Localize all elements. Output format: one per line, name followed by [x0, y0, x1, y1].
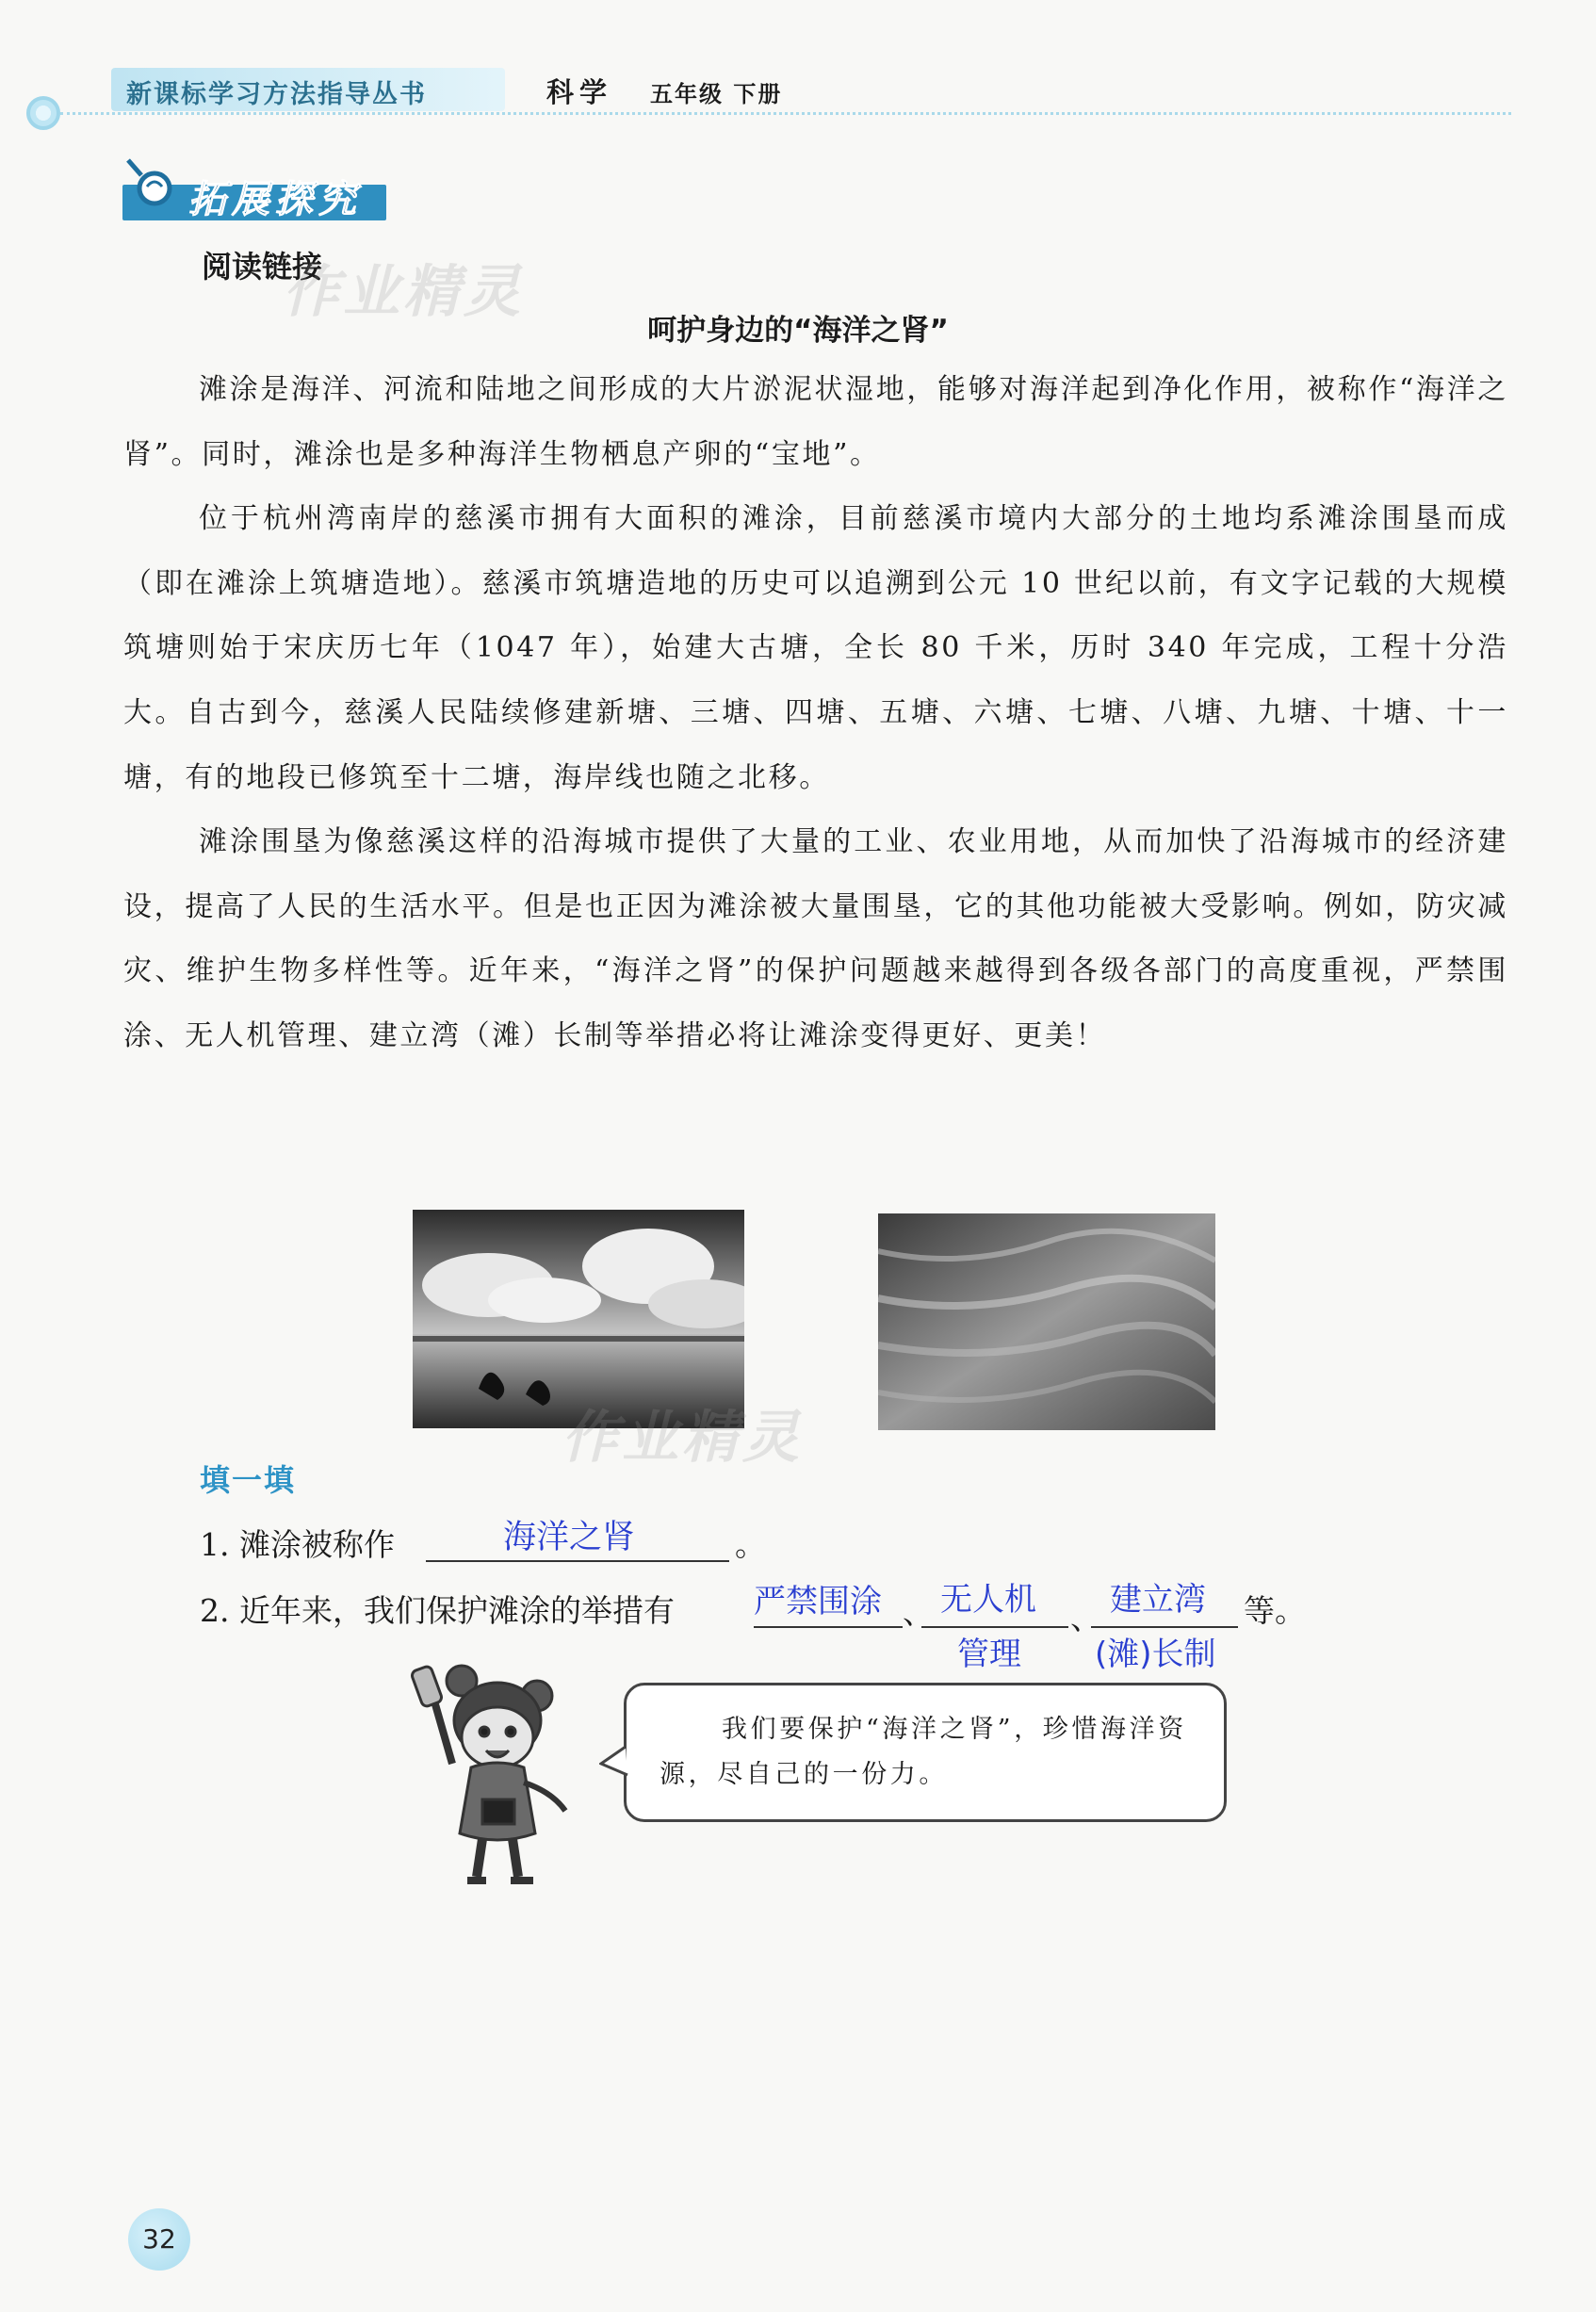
article-paragraph: 位于杭州湾南岸的慈溪市拥有大面积的滩涂，目前慈溪市境内大部分的土地均系滩涂围垦而成（即在滩涂上筑塘造地）。慈溪市筑塘造地的历史可以追溯到公元 10 世纪以前，有文字记载的大规模筑塘则始于宋庆历七年（1047 年），始建大古塘，全长 80 千米，历时 340 年完成，工程十分浩大。自古到今，慈溪人民陆续修建新塘、三塘、四塘、五塘、六塘、七塘、八塘、九塘、十塘、十一塘，有的地段已修筑至十二塘，海岸线也随之北移。 — [123, 502, 1508, 794]
question-2-answer: 严禁围涂 — [754, 1583, 882, 1620]
header-rule — [60, 112, 1511, 115]
separator: 、 — [1070, 1600, 1101, 1636]
girl-character-illustration — [396, 1660, 575, 1890]
speech-text: 我们要保护“海洋之肾”，珍惜海洋资源，尽自己的一份力。 — [660, 1715, 1187, 1789]
question-1-suffix: 。 — [735, 1526, 766, 1563]
photo-tidal-flat — [878, 1213, 1215, 1430]
fill-heading: 填一填 — [200, 1462, 297, 1498]
question-2-answer: (滩)长制 — [1095, 1636, 1216, 1673]
section-title: 拓展探究 — [188, 178, 362, 220]
article-title: 呵护身边的“海洋之肾” — [647, 314, 949, 348]
magnifier-icon — [122, 155, 185, 217]
reading-heading: 阅读链接 — [202, 249, 323, 285]
question-2-prefix: 2. 近年来，我们保护滩涂的举措有 — [200, 1592, 675, 1629]
article-body — [123, 358, 1508, 1069]
separator: 、 — [903, 1594, 934, 1631]
question-2-answer: 无人机 — [940, 1581, 1036, 1619]
watermark: 作业精灵 — [283, 259, 524, 325]
watermark: 作业精灵 — [562, 1405, 803, 1471]
question-2-suffix: 等。 — [1244, 1592, 1306, 1629]
header-circle-ornament — [26, 96, 60, 130]
grade-label: 五年级 下册 — [650, 81, 783, 107]
question-2-blank — [754, 1626, 903, 1628]
page-number: 32 — [128, 2208, 190, 2271]
question-2-answer: 管理 — [957, 1636, 1021, 1673]
question-1-answer: 海洋之肾 — [503, 1519, 636, 1556]
question-1-prefix: 1. 滩涂被称作 — [200, 1526, 395, 1563]
article-paragraph: 滩涂是海洋、河流和陆地之间形成的大片淤泥状湿地，能够对海洋起到净化作用，被称作“海洋之肾”。同时，滩涂也是多种海洋生物栖息产卵的“宝地”。 — [123, 373, 1508, 471]
subject-label: 科学 — [546, 76, 613, 108]
article-paragraph: 滩涂围垦为像慈溪这样的沿海城市提供了大量的工业、农业用地，从而加快了沿海城市的经济建设，提高了人民的生活水平。但是也正因为滩涂被大量围垦，它的其他功能被大受影响。例如，防灾减灾、维护生物多样性等。近年来，“海洋之肾”的保护问题越来越得到各级各部门的高度重视，严禁围涂、无人机管理、建立湾（滩）长制等举措必将让滩涂变得更好、更美！ — [123, 825, 1508, 1052]
speech-bubble-tail — [599, 1743, 641, 1781]
question-1-blank — [426, 1560, 729, 1562]
question-2-answer: 建立湾 — [1110, 1581, 1206, 1619]
series-title: 新课标学习方法指导丛书 — [126, 80, 427, 108]
